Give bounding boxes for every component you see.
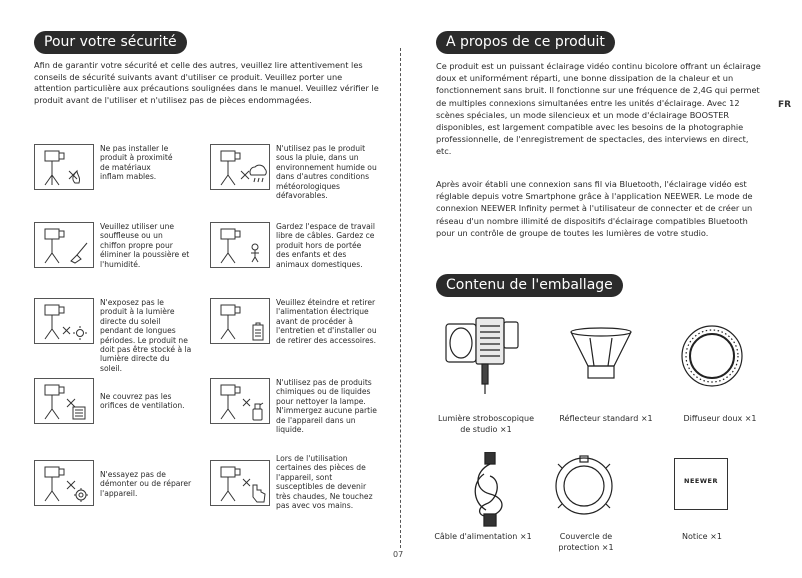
safety-illustration: [210, 460, 270, 506]
safety-item-text: Veuillez éteindre et retirer l'alimentation électrique avant de procéder à l'entretien et d'installer ou de retirer des accessoires.: [276, 298, 377, 345]
about-paragraph-2: Après avoir établi une connexion sans fil via Bluetooth, l'éclairage vidéo est réglable depuis votre Smartphone grâce à l'application NEEWER. Le mode de connexion NEEWER Infinity permet à l'utilisateur de connecter et de créer un réseau d'un nombre illimité de dispositifs d'éclairage compatibles Bluetooth pour un contrôle de groupe de toutes les lumières de votre studio.: [436, 179, 753, 238]
package-item-label: Notice ×1: [682, 532, 722, 541]
column-divider: [400, 48, 401, 548]
broom-icon: [71, 243, 87, 263]
package-item-label: Couvercle de protection ×1: [558, 532, 614, 552]
safety-illustration: [34, 298, 94, 344]
safety-item-text: Gardez l'espace de travail libre de câbles. Gardez ce produit hors de portée des enfants et des animaux domestiques.: [276, 222, 376, 269]
protective-cover-image: [552, 454, 616, 522]
safety-illustration: [34, 144, 94, 190]
safety-illustration: [210, 144, 270, 190]
soft-diffuser-image: [680, 324, 744, 392]
about-paragraph-1: Ce produit est un puissant éclairage vidéo continu bicolore offrant un éclairage doux et uniformément réparti, une bonne dissipation de la chaleur et un fonctionnement sans bruit. Il fonctionne sur une fréquence de 2,4G qui permet de multiples connexions simultanées entre les unités d'éclairage. Avec 12 scènes spéciales, un mode silencieux et un mode d'éclairage BOOSTER disponibles, est largement compatible avec les besoins de la photographie professionnelle, de l'enregistrement de spectacles, des interviews en direct, etc.: [436, 61, 761, 157]
package-item-label: Diffuseur doux ×1: [683, 414, 757, 423]
language-tag: FR: [778, 100, 792, 110]
safety-illustration: [210, 298, 270, 344]
safety-illustration: [210, 222, 270, 268]
neewer-logo: NEEWER: [684, 477, 718, 485]
page-number: 07: [393, 550, 404, 559]
battery-icon: [253, 323, 263, 340]
safety-item-text: N'utilisez pas le produit sous la pluie, dans un environnement humide ou dans d'autres conditions météorologiques défavorables.: [276, 144, 377, 201]
reflector-image: [568, 326, 634, 390]
rain-cloud-icon: [250, 165, 266, 182]
hand-icon: [253, 485, 265, 502]
safety-illustration: [210, 378, 270, 424]
manual-image: [674, 458, 728, 510]
vent-icon: [73, 407, 85, 419]
flame-x-icon: [69, 171, 80, 183]
safety-illustration: [34, 378, 94, 424]
safety-item-text: N'essayez pas de démonter ou de réparer l'appareil.: [100, 470, 192, 498]
package-item-label: Lumière stroboscopique de studio ×1: [437, 414, 535, 434]
package-item-label: Câble d'alimentation ×1: [434, 532, 532, 541]
safety-intro: Afin de garantir votre sécurité et celle des autres, veuillez lire attentivement les conseils de sécurité suivants avant d'utiliser ce produit. Veuillez porter une attention particulière aux précautions soulignées dans le manuel. Veuillez vérifier le produit avant de l'utiliser et n'utilisez pas de pièces endommagées.: [34, 60, 379, 105]
safety-item-text: N'exposez pas le produit à la lumière directe du soleil pendant de longues périodes. Le produit ne doit pas être stocké à la lumière directe du soleil.: [100, 298, 192, 373]
safety-item-text: Lors de l'utilisation certaines des pièces de l'appareil, sont susceptibles de devenir très chaudes, Ne touchez pas avec vos mains.: [276, 454, 373, 511]
safety-title: Pour votre sécurité: [34, 31, 187, 54]
sun-icon: [73, 326, 87, 340]
power-cable-image: [468, 452, 512, 532]
package-item-label: Réflecteur standard ×1: [559, 414, 653, 423]
safety-item-text: Ne pas installer le produit à proximité de matériaux inflam mables.: [100, 144, 173, 182]
about-title: A propos de ce produit: [436, 31, 615, 54]
safety-illustration: [34, 460, 94, 506]
safety-item-text: Ne couvrez pas les orifices de ventilation.: [100, 392, 185, 411]
safety-item-text: N'utilisez pas de produits chimiques ou de liquides pour nettoyer la lampe. N'immergez aucune partie de l'appareil dans un liquide.: [276, 378, 377, 435]
safety-illustration: [34, 222, 94, 268]
strobe-light-image: [436, 302, 532, 406]
gear-icon: [74, 488, 88, 502]
spray-bottle-icon: [253, 403, 263, 420]
package-title: Contenu de l'emballage: [436, 274, 623, 297]
child-icon: [251, 244, 259, 262]
safety-item-text: Veuillez utiliser une souffleuse ou un chiffon propre pour éliminer la poussière et l'humidité.: [100, 222, 190, 269]
